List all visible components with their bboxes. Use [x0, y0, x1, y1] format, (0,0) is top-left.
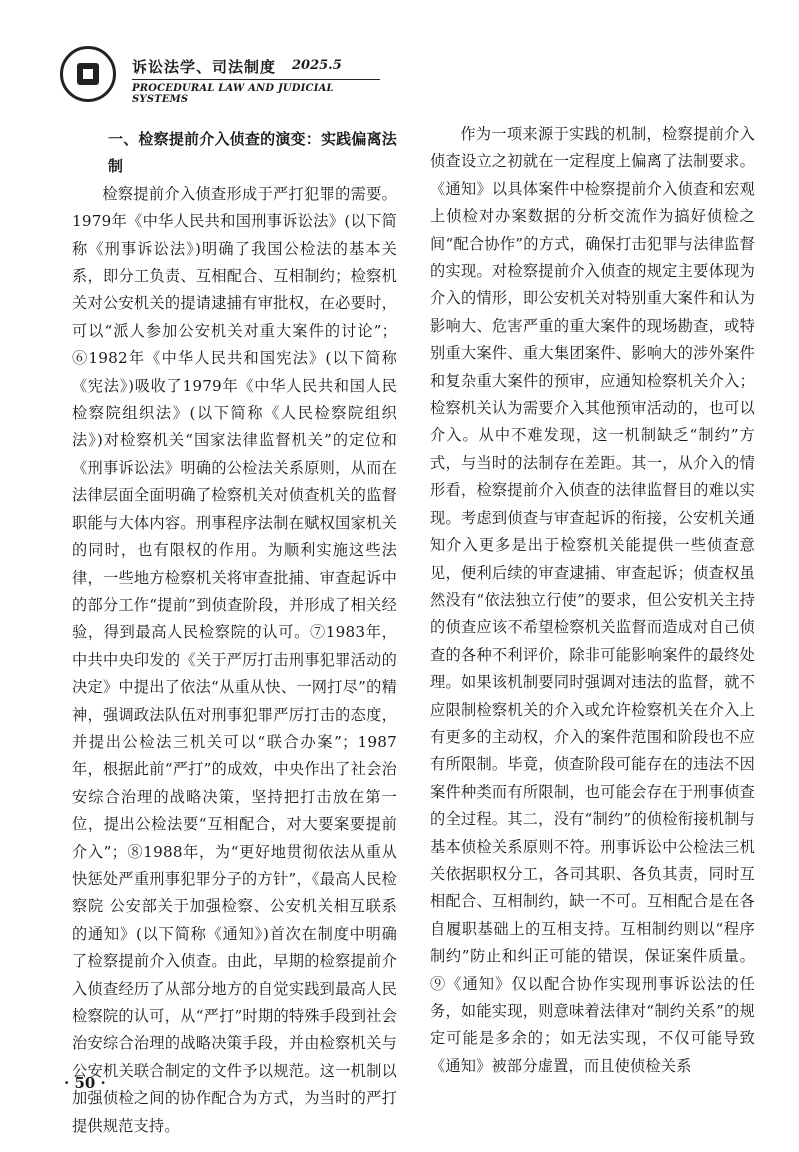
right-column: [430, 121, 755, 1080]
journal-logo: [60, 46, 116, 102]
journal-title-chinese: 诉讼法学、司法制度: [132, 58, 277, 76]
left-paragraph-1: 检察提前介入侦查形成于严打犯罪的需要。1979年《中华人民共和国刑事诉讼法》(以下简称《刑事诉讼法》)明确了我国公检法的基本关系，即分工负责、互相配合、互相制约；检察机关对公安机关的提请逮捕有审批权，在必要时，可以“派人参加公安机关对重大案件的讨论”；⑥1982年《中华人民共和国宪法》(以下简称《宪法》)吸收了1979年《中华人民共和国人民检察院组织法》(以下简称《人民检察院组织法》)对检察机关“国家法律监督机关”的定位和《刑事诉讼法》明确的公检法关系原则，从而在法律层面全面明确了检察机关对侦查机关的监督职能与大体内容。刑事程序法制在赋权国家机关的同时，也有限权的作用。为顺利实施这些法律，一些地方检察机关将审查批捕、审查起诉中的部分工作“提前”到侦查阶段，并形成了相关经验，得到最高人民检察院的认可。⑦1983年，中共中央印发的《关于严厉打击刑事犯罪活动的决定》中提出了依法“从重从快、一网打尽”的精神，强调政法队伍对刑事犯罪严厉打击的态度，并提出公检法三机关可以“联合办案”；1987年，根据此前“严打”的成效，中央作出了社会治安综合治理的战略决策，坚持把打击放在第一位，提出公检法要“互相配合，对大要案要提前介入”；⑧1988年，为“更好地贯彻依法从重从快惩处严重刑事犯罪分子的方针”，《最高人民检察院 公安部关于加强检察、公安机关相互联系的通知》(以下简称《通知》)首次在制度中明确了检察提前介入侦查。由此，早期的检察提前介入侦查经历了从部分地方的自觉实践到最高人民检察院的认可，从“严打”时期的特殊手段到社会治安综合治理的战略决策手段，并由检察机关与公安机关联合制定的文件予以规范。这一机制以加强侦检之间的协作配合为方式，为当时的严打提供规范支持。: [72, 184, 397, 1135]
logo-emblem-icon: [77, 63, 99, 85]
section-heading: 一、检察提前介入侦查的演变：实践偏离法制: [108, 130, 397, 176]
journal-issue: 2025.5: [292, 58, 342, 73]
header-divider: [132, 79, 380, 80]
journal-header: [60, 46, 360, 104]
right-paragraph-1: 作为一项来源于实践的机制，检察提前介入侦查设立之初就在一定程度上偏离了法制要求。《通知》以具体案件中检察提前介入侦查和宏观上侦检对办案数据的分析交流作为搞好侦检之间“配合协作”的方式，确保打击犯罪与法律监督的实现。对检察提前介入侦查的规定主要体现为介入的情形，即公安机关对特别重大案件和认为影响大、危害严重的重大案件的现场勘查，或特别重大案件、重大集团案件、影响大的涉外案件和复杂重大案件的预审，应通知检察机关介入；检察机关认为需要介入其他预审活动的，也可以介入。从中不难发现，这一机制缺乏“制约”方式，与当时的法制存在差距。其一，从介入的情形看，检察提前介入侦查的法律监督目的难以实现。考虑到侦查与审查起诉的衔接，公安机关通知介入更多是出于检察机关能提供一些侦查意见，便利后续的审查逮捕、审查起诉；侦查权虽然没有“依法独立行使”的要求，但公安机关主持的侦查应该不希望检察机关监督而造成对自己侦查的各种不利评价，除非可能影响案件的最终处理。如果该机制要同时强调对违法的监督，就不应限制检察机关的介入或允许检察机关在介入上有更多的主动权，介入的案件范围和阶段也不应有所限制。毕竟，侦查阶段可能存在的违法不因案件种类而有所限制，也可能会存在于刑事侦查的全过程。其二，没有“制约”的侦检衔接机制与基本侦检关系原则不符。刑事诉讼中公检法三机关依据职权分工，各司其职、各负其责，同时互相配合、互相制约，缺一不可。互相配合是在各自履职基础上的互相支持。互相制约则以“程序制约”防止和纠正可能的错误，保证案件质量。⑨《通知》仅以配合协作实现刑事诉讼法的任务，如能实现，则意味着法律对“制约关系”的规定可能是多余的；如无法实现，不仅可能导致《通知》被部分虚置，而且使侦检关系: [430, 125, 755, 1075]
page-number: · 50 ·: [64, 1074, 106, 1092]
left-column: [72, 126, 397, 1140]
journal-title-english: PROCEDURAL LAW AND JUDICIAL SYSTEMS: [132, 83, 334, 105]
